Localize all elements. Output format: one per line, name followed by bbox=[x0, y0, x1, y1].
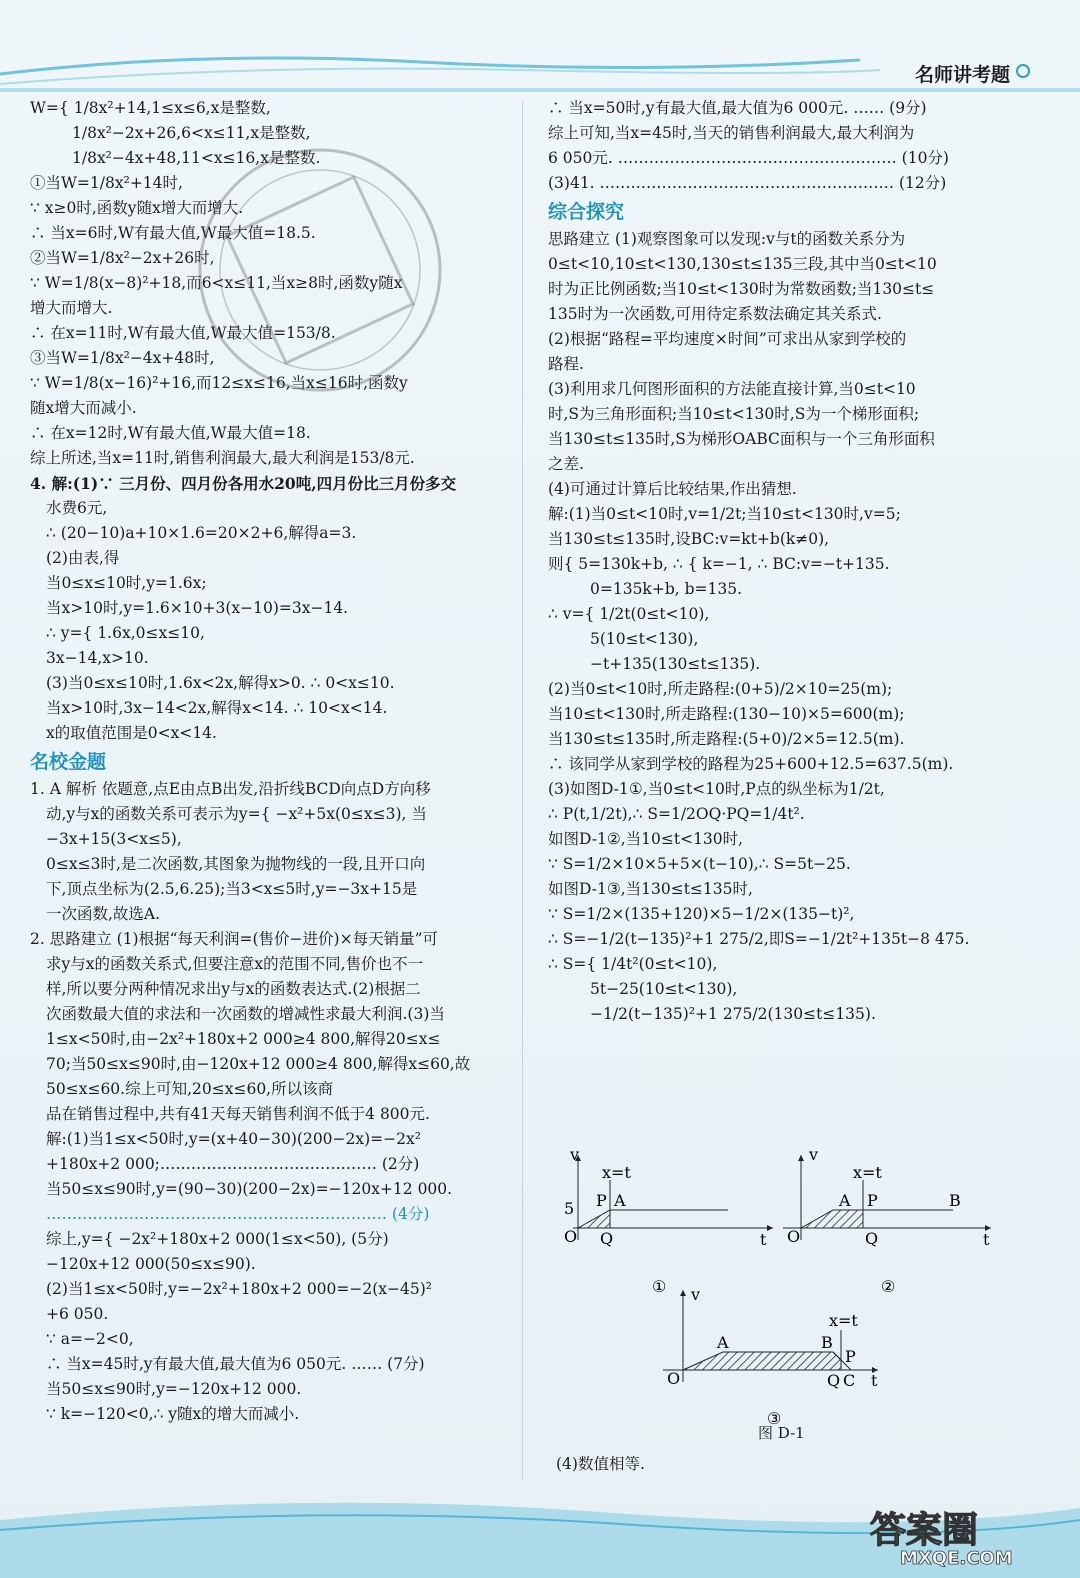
text-line: 求y与x的函数关系式,但要注意x的范围不同,售价也不一 bbox=[46, 955, 424, 973]
text-line: 当x>10时,y=1.6×10+3(x−10)=3x−14. bbox=[46, 599, 349, 617]
text-line: 随x增大而减小. bbox=[30, 399, 137, 417]
axis-t-label: t bbox=[983, 1230, 990, 1249]
text-line: 时,S为三角形面积;当10≤t<130时,S为一个梯形面积; bbox=[548, 405, 920, 423]
point-a-label: A bbox=[614, 1191, 626, 1210]
text-line: ∴ 该同学从家到学校的路程为25+600+12.5=637.5(m). bbox=[548, 755, 954, 773]
text-line: (2)当1≤x<50时,y=−2x²+180x+2 000=−2(x−45)² bbox=[46, 1280, 433, 1298]
text-line: 路程. bbox=[548, 355, 584, 373]
header-title: 名师讲考题 bbox=[914, 64, 1010, 86]
point-p-label: P bbox=[845, 1347, 856, 1366]
value-five-label: 5 bbox=[564, 1199, 575, 1218]
text-line: (4)数值相等. bbox=[556, 1455, 645, 1473]
text-line: 下,顶点坐标为(2.5,6.25);当3<x≤5时,y=−3x+15是 bbox=[46, 880, 418, 898]
text-line: ∵ W=1/8(x−8)²+18,而6<x≤11,当x≥8时,函数y随x bbox=[30, 274, 403, 292]
text-line: ∴ v={ 1/2t(0≤t<10), bbox=[548, 605, 710, 623]
text-line: 水费6元, bbox=[46, 499, 108, 517]
text-line: ∵ k=−120<0,∴ y随x的增大而减小. bbox=[46, 1405, 300, 1423]
text-line: (2)由表,得 bbox=[46, 549, 120, 567]
axis-v-label: v bbox=[570, 1145, 580, 1164]
right-column bbox=[548, 96, 1026, 1027]
text-line: (3)当0≤x≤10时,1.6x<2x,解得x>0. ∴ 0<x≤10. bbox=[46, 674, 395, 692]
watermark-url: MXQE.COM bbox=[900, 1548, 1013, 1569]
text-line: (3)如图D-1①,当0≤t<10时,P点的纵坐标为1/2t, bbox=[548, 780, 885, 798]
text-line: 1≤x<50时,由−2x²+180x+2 000≥4 800,解得20≤x≤ bbox=[46, 1030, 441, 1048]
text-line: ①当W=1/8x²+14时, bbox=[30, 174, 183, 192]
section-title-zonghe: 综合探究 bbox=[548, 201, 625, 223]
text-line: (4)可通过计算后比较结果,作出猜想. bbox=[548, 480, 797, 498]
line-label: x=t bbox=[853, 1163, 882, 1182]
text-line: 当130≤t≤135时,所走路程:(5+0)/2×5=12.5(m). bbox=[548, 730, 905, 748]
section-title-mingxiao: 名校金题 bbox=[30, 751, 107, 773]
text-line: (2)当0≤t<10时,所走路程:(0+5)/2×10=25(m); bbox=[548, 680, 893, 698]
point-a-label: A bbox=[717, 1333, 729, 1352]
point-a-label: A bbox=[839, 1191, 851, 1210]
text-line: ∴ S=−1/2(t−135)²+1 275/2,即S=−1/2t²+135t−8 475. bbox=[548, 930, 970, 948]
text-line: 5t−25(10≤t<130), bbox=[590, 980, 738, 998]
point-c-label: C bbox=[843, 1371, 856, 1390]
text-line: 5(10≤t<130), bbox=[590, 630, 699, 648]
figure-3-number: ③ bbox=[767, 1409, 782, 1428]
figure-caption: 图 D-1 bbox=[758, 1424, 805, 1442]
text-line: ∴ P(t,1/2t),∴ S=1/2OQ·PQ=1/4t². bbox=[548, 805, 805, 823]
text-line: ∴ 在x=12时,W有最大值,W最大值=18. bbox=[30, 424, 311, 442]
text-line: 当x>10时,3x−14<2x,解得x<14. ∴ 10<x<14. bbox=[46, 699, 388, 717]
text-line: 135时为一次函数,可用待定系数法确定其关系式. bbox=[548, 305, 882, 323]
text-line: 之差. bbox=[548, 455, 584, 473]
axis-t-label: t bbox=[760, 1230, 767, 1249]
text-line: (2)根据“路程=平均速度×时间”可求出从家到学校的 bbox=[548, 330, 907, 348]
text-line: ∵ a=−2<0, bbox=[46, 1330, 134, 1348]
text-line: ∴ 当x=50时,y有最大值,最大值为6 000元. …… (9分) bbox=[548, 99, 927, 117]
text-line: 6 050元. ……………………………………………… (10分) bbox=[548, 149, 949, 167]
text-line: 0=135k+b, b=135. bbox=[590, 580, 743, 598]
point-p-label: P bbox=[596, 1191, 607, 1210]
text-line: 1/8x²−2x+26,6<x≤11,x是整数, bbox=[72, 124, 311, 142]
column-divider bbox=[522, 100, 523, 1480]
text-line: ∴ y={ 1.6x,0≤x≤10, bbox=[46, 624, 205, 642]
text-line: 一次函数,故选A. bbox=[46, 905, 161, 923]
figure-2 bbox=[783, 1145, 991, 1296]
text-line: −1/2(t−135)²+1 275/2(130≤t≤135). bbox=[590, 1005, 876, 1023]
text-line: ③当W=1/8x²−4x+48时, bbox=[30, 349, 215, 367]
text-line: 则{ 5=130k+b, ∴ { k=−1, ∴ BC:v=−t+135. bbox=[548, 555, 890, 573]
text-line: 当10≤t<130时,所走路程:(130−10)×5=600(m); bbox=[548, 705, 905, 723]
watermark-logo bbox=[860, 1500, 1070, 1570]
text-line: 解:(1)当1≤x<50时,y=(x+40−30)(200−2x)=−2x² bbox=[46, 1130, 421, 1148]
text-line: 综上可知,当x=45时,当天的销售利润最大,最大利润为 bbox=[548, 124, 915, 142]
text-line: 当50≤x≤90时,y=(90−30)(200−2x)=−120x+12 000. bbox=[46, 1180, 453, 1198]
text-line: 综上所述,当x=11时,销售利润最大,最大利润是153/8元. bbox=[30, 449, 415, 467]
text-line: 当130≤t≤135时,设BC:v=kt+b(k≠0), bbox=[548, 530, 830, 548]
text-line: ∵ S=1/2×10×5+5×(t−10),∴ S=5t−25. bbox=[548, 855, 851, 873]
text-line: −3x+15(3<x≤5), bbox=[46, 830, 182, 848]
text-line: x的取值范围是0<x<14. bbox=[46, 724, 217, 742]
text-line: 思路建立 (1)观察图象可以发现:v与t的函数关系分为 bbox=[548, 230, 906, 248]
header-circle-icon bbox=[1016, 64, 1030, 78]
text-line: 0≤t<10,10≤t<130,130≤t≤135三段,其中当0≤t<10 bbox=[548, 255, 937, 273]
figure-1-number: ① bbox=[652, 1277, 667, 1296]
text-line: ②当W=1/8x²−2x+26时, bbox=[30, 249, 215, 267]
text-line: 0≤x≤3时,是二次函数,其图象为抛物线的一段,且开口向 bbox=[46, 855, 426, 873]
text-line: 样,所以要分两种情况求出y与x的函数表达式.(2)根据二 bbox=[46, 980, 421, 998]
text-line: 3x−14,x>10. bbox=[46, 649, 149, 667]
text-line: 次函数最大值的求法和一次函数的增减性求最大利润.(3)当 bbox=[46, 1005, 445, 1023]
text-line: 品在销售过程中,共有41天每天销售利润不低于4 800元. bbox=[46, 1105, 430, 1123]
text-line: ∴ S={ 1/4t²(0≤t<10), bbox=[548, 955, 718, 973]
text-line: ∴ 当x=45时,y有最大值,最大值为6 050元. …… (7分) bbox=[46, 1355, 425, 1373]
point-q-label: Q bbox=[865, 1229, 879, 1248]
text-line: 动,y与x的函数关系可表示为y={ −x²+5x(0≤x≤3), 当 bbox=[46, 805, 427, 823]
point-q-label: Q bbox=[827, 1371, 841, 1390]
text-line: ∴ (20−10)a+10×1.6=20×2+6,解得a=3. bbox=[46, 524, 357, 542]
text-line: 当50≤x≤90时,y=−120x+12 000. bbox=[46, 1380, 302, 1398]
line-label: x=t bbox=[829, 1311, 858, 1330]
text-line: ∵ x≥0时,函数y随x增大而增大. bbox=[30, 199, 244, 217]
origin-label: O bbox=[667, 1369, 681, 1388]
point-b-label: B bbox=[949, 1191, 961, 1210]
figure-2-number: ② bbox=[881, 1277, 896, 1296]
text-line: 1. A 解析 依题意,点E由点B出发,沿折线BCD向点D方向移 bbox=[30, 780, 431, 798]
text-line: W={ 1/8x²+14,1≤x≤6,x是整数, bbox=[30, 99, 271, 117]
text-line: ………………………………………………………… (4分) bbox=[46, 1205, 430, 1223]
text-line: 增大而增大. bbox=[30, 299, 113, 317]
text-line: 70;当50≤x≤90时,由−120x+12 000≥4 800,解得x≤60,故50≤x≤60.综上可知,20≤x≤60,所以该商 bbox=[46, 1055, 471, 1098]
text-line: 当0≤x≤10时,y=1.6x; bbox=[46, 574, 207, 592]
text-line: 解:(1)当0≤t<10时,v=1/2t;当10≤t<130时,v=5; bbox=[548, 505, 901, 523]
text-line: ∵ S=1/2×(135+120)×5−1/2×(135−t)², bbox=[548, 905, 855, 923]
figure-3 bbox=[663, 1285, 878, 1428]
watermark-text: 答案圈 bbox=[870, 1510, 979, 1551]
text-line: 如图D-1③,当130≤t≤135时, bbox=[548, 880, 753, 898]
text-line: 2. 思路建立 (1)根据“每天利润=(售价−进价)×每天销量”可 bbox=[30, 930, 439, 948]
text-line: +6 050. bbox=[46, 1305, 109, 1323]
point-b-label: B bbox=[821, 1333, 833, 1352]
text-line: (3)41. ………………………………………………… (12分) bbox=[548, 174, 947, 192]
point-p-label: P bbox=[867, 1191, 878, 1210]
text-line: 时为正比例函数;当10≤t<130时为常数函数;当130≤t≤ bbox=[548, 280, 935, 298]
text-line: 1/8x²−4x+48,11<x≤16,x是整数. bbox=[72, 149, 321, 167]
line-label: x=t bbox=[602, 1163, 631, 1182]
text-line: −t+135(130≤t≤135). bbox=[590, 655, 761, 673]
text-line: 如图D-1②,当10≤t<130时, bbox=[548, 830, 744, 848]
axis-t-label: t bbox=[871, 1371, 878, 1390]
text-line: (3)利用求几何图形面积的方法能直接计算,当0≤t<10 bbox=[548, 380, 916, 398]
axis-v-label: v bbox=[691, 1285, 701, 1304]
origin-label: O bbox=[564, 1227, 578, 1246]
text-line: 当130≤t≤135时,S为梯形OABC面积与一个三角形面积 bbox=[548, 430, 935, 448]
text-line: −120x+12 000(50≤x≤90). bbox=[46, 1255, 256, 1273]
point-q-label: Q bbox=[600, 1229, 614, 1248]
origin-label: O bbox=[787, 1227, 801, 1246]
axis-v-label: v bbox=[809, 1145, 819, 1164]
text-line: 综上,y={ −2x²+180x+2 000(1≤x<50), (5分) bbox=[46, 1230, 389, 1248]
figure-1 bbox=[564, 1145, 773, 1296]
text-line: ∴ 当x=6时,W有最大值,W最大值=18.5. bbox=[30, 224, 316, 242]
text-line: 4. 解:(1)∵ 三月份、四月份各用水20吨,四月份比三月份多交 bbox=[30, 474, 457, 493]
text-line: ∵ W=1/8(x−16)²+16,而12≤x≤16,当x≤16时,函数y bbox=[30, 374, 408, 392]
text-line: +180x+2 000;…………………………………… (2分) bbox=[46, 1155, 420, 1173]
text-line: ∴ 在x=11时,W有最大值,W最大值=153/8. bbox=[30, 324, 336, 342]
stamp-seal bbox=[190, 140, 450, 400]
